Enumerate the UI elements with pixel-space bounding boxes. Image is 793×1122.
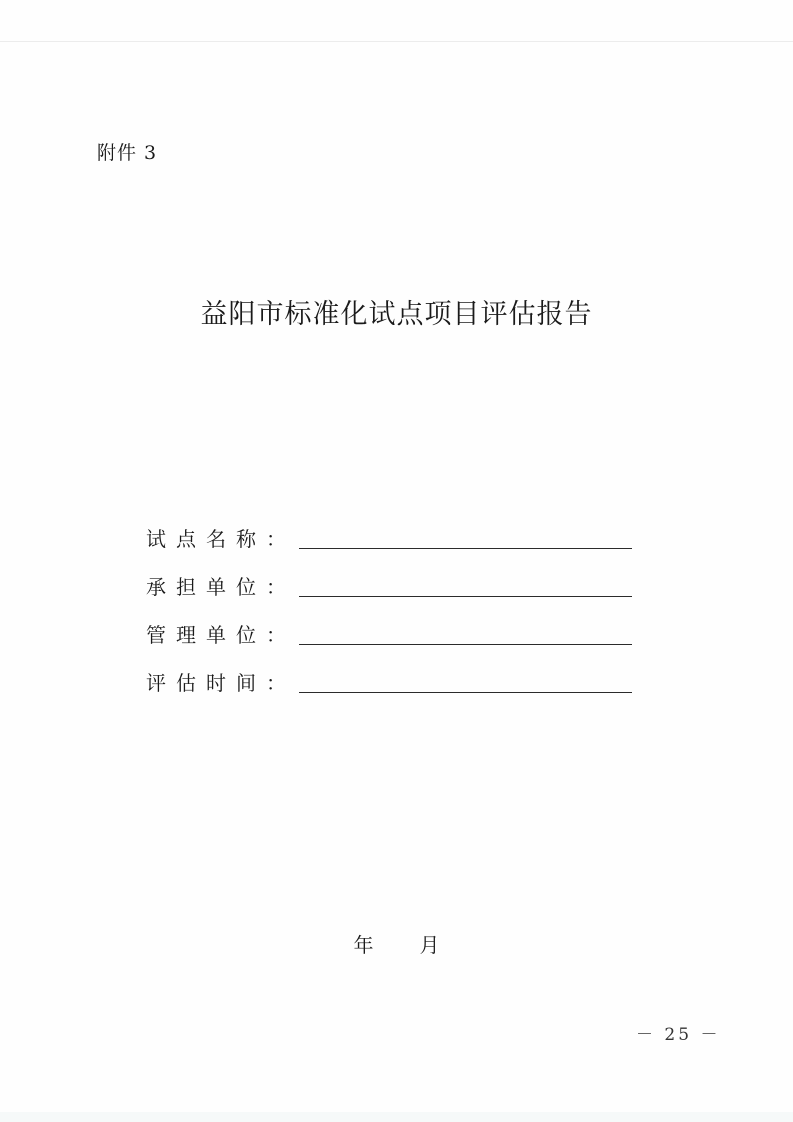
field-blank-management-unit[interactable] — [299, 644, 632, 645]
field-row-evaluation-time — [146, 649, 646, 697]
field-label-management-unit: 管理单位： — [146, 623, 296, 647]
field-row-undertaking-unit — [146, 553, 646, 601]
report-title: 益阳市标准化试点项目评估报告 — [200, 299, 593, 330]
month-label: 月 — [419, 933, 440, 957]
field-blank-evaluation-time[interactable] — [299, 692, 632, 693]
bottom-edge — [0, 1112, 793, 1122]
year-label: 年 — [353, 933, 374, 957]
field-row-pilot-name — [146, 505, 646, 553]
report-fields — [146, 505, 646, 697]
attachment-label: 附件 3 — [97, 142, 158, 164]
field-label-evaluation-time: 评估时间： — [146, 671, 296, 695]
page-number: － 25 － — [636, 1025, 721, 1045]
field-label-pilot-name: 试点名称： — [146, 527, 296, 551]
field-blank-undertaking-unit[interactable] — [299, 596, 632, 597]
date-line — [0, 929, 793, 958]
top-divider — [0, 41, 793, 42]
field-row-management-unit — [146, 601, 646, 649]
field-label-undertaking-unit: 承担单位： — [146, 575, 296, 599]
field-blank-pilot-name[interactable] — [299, 548, 632, 549]
